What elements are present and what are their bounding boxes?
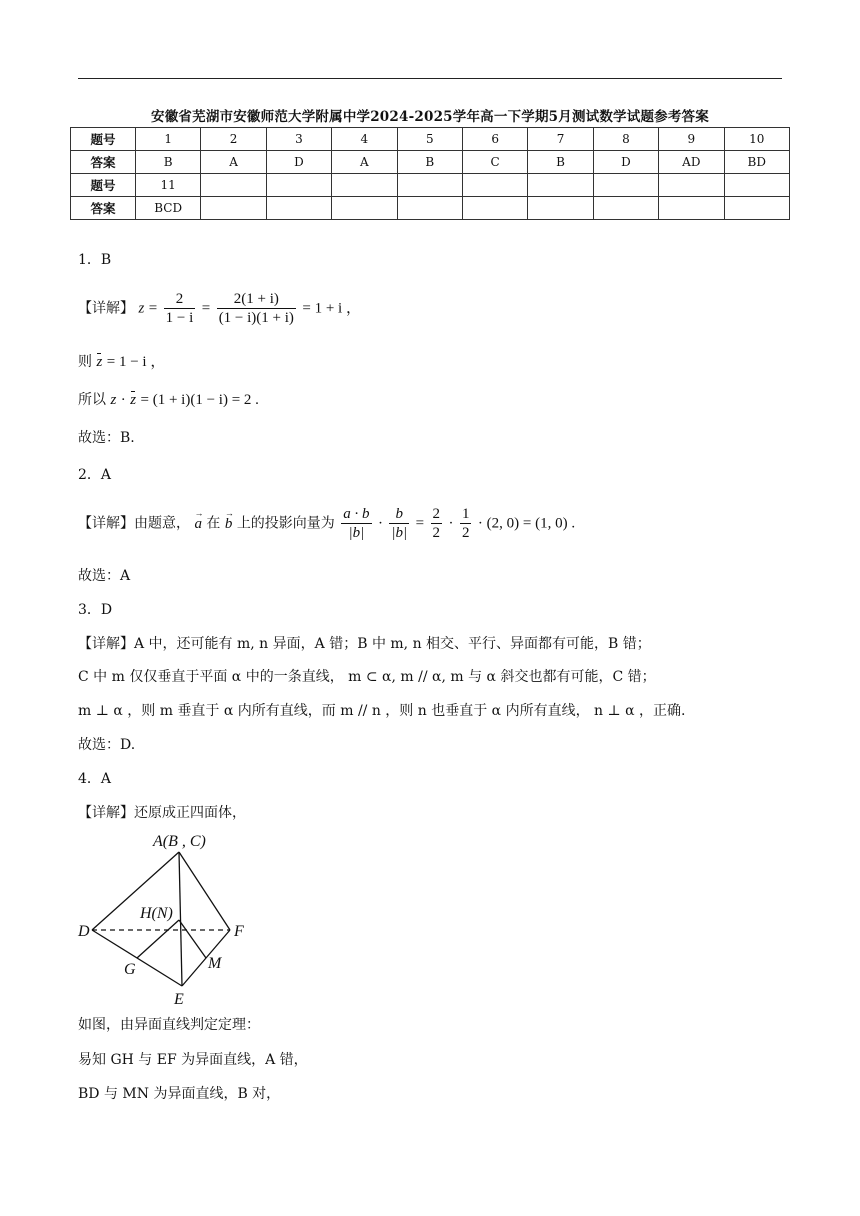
table-cell: 9 bbox=[659, 128, 724, 151]
table-row bbox=[71, 174, 790, 197]
numerator: a · b bbox=[343, 506, 370, 522]
fraction bbox=[389, 505, 409, 542]
segment-hg bbox=[137, 920, 179, 958]
table-cell: 3 bbox=[266, 128, 331, 151]
table-cell bbox=[332, 197, 397, 220]
q3-line1: 【详解】A 中，还可能有 m, n 异面，A 错；B 中 m, n 相交、平行、异面都有可能，B 错； bbox=[78, 636, 651, 652]
table-cell: A bbox=[201, 151, 266, 174]
text: 所以 bbox=[78, 392, 111, 408]
q4-line2: 易知 GH 与 EF 为异面直线，A 错， bbox=[78, 1052, 308, 1068]
denominator: 2 bbox=[432, 525, 441, 541]
table-row bbox=[71, 197, 790, 220]
table-cell: D bbox=[593, 151, 658, 174]
result: = 1 + i ， bbox=[302, 300, 361, 317]
vector-b: → b bbox=[225, 514, 233, 534]
table-cell: AD bbox=[659, 151, 724, 174]
table-cell: B bbox=[397, 151, 462, 174]
table-cell: 8 bbox=[593, 128, 658, 151]
table-cell: 10 bbox=[724, 128, 789, 151]
table-cell bbox=[397, 197, 462, 220]
var-z: z bbox=[110, 392, 117, 408]
eq-sign: = bbox=[148, 300, 158, 317]
fraction bbox=[460, 505, 472, 542]
table-cell: B bbox=[136, 151, 201, 174]
label-d: D bbox=[78, 923, 90, 940]
table-cell: 5 bbox=[397, 128, 462, 151]
answer-table bbox=[70, 127, 790, 220]
label-g: G bbox=[124, 961, 136, 978]
q4-heading: 4．A bbox=[78, 771, 112, 787]
q1-conclusion: 故选：B. bbox=[78, 430, 135, 446]
table-cell: 1 bbox=[136, 128, 201, 151]
text: 在 bbox=[206, 515, 221, 532]
denominator: (1 − i)(1 + i) bbox=[218, 310, 294, 326]
table-cell: D bbox=[266, 151, 331, 174]
math: · (2, 0) = (1, 0) . bbox=[477, 515, 576, 532]
table-cell bbox=[528, 197, 593, 220]
edge-af bbox=[179, 852, 230, 930]
row-label: 题号 bbox=[71, 174, 136, 197]
page-title: 安徽省芜湖市安徽师范大学附属中学2024-2025学年高一下学期5月测试数学试题参考答案 bbox=[151, 109, 709, 125]
q4-line3: BD 与 MN 为异面直线，B 对， bbox=[78, 1086, 281, 1102]
fraction bbox=[341, 505, 371, 542]
table-cell bbox=[593, 197, 658, 220]
vector-a: → a bbox=[194, 514, 202, 534]
conj-z: z bbox=[130, 392, 137, 408]
table-cell bbox=[201, 174, 266, 197]
table-cell: 4 bbox=[332, 128, 397, 151]
numerator: 2 bbox=[164, 290, 196, 309]
label-m: M bbox=[208, 955, 222, 972]
text: 则 bbox=[78, 354, 97, 370]
q1-detail bbox=[78, 290, 361, 327]
q1-line2 bbox=[78, 352, 165, 372]
table-cell bbox=[266, 174, 331, 197]
table-cell: BD bbox=[724, 151, 789, 174]
table-cell: 6 bbox=[462, 128, 527, 151]
table-cell: C bbox=[462, 151, 527, 174]
table-cell bbox=[332, 174, 397, 197]
table-cell bbox=[201, 197, 266, 220]
table-cell bbox=[724, 174, 789, 197]
table-cell bbox=[724, 197, 789, 220]
row-label: 答案 bbox=[71, 151, 136, 174]
fraction bbox=[217, 290, 296, 327]
table-cell: BCD bbox=[136, 197, 201, 220]
detail-label: 【详解】 bbox=[78, 300, 134, 317]
table-cell bbox=[659, 197, 724, 220]
q3-heading: 3．D bbox=[78, 602, 113, 618]
row-label: 答案 bbox=[71, 197, 136, 220]
q3-line3: m ⊥ α ，则 m 垂直于 α 内所有直线，而 m // n ，则 n 也垂直于 α 内所有直线， n ⊥ α ，正确. bbox=[78, 703, 686, 719]
numerator: 2(1 + i) bbox=[217, 290, 296, 309]
segment-hm bbox=[179, 920, 206, 958]
row-label: 题号 bbox=[71, 128, 136, 151]
q2-conclusion: 故选：A bbox=[78, 568, 131, 584]
table-cell: 2 bbox=[201, 128, 266, 151]
q3-conclusion: 故选：D. bbox=[78, 737, 136, 753]
text: 上的投影向量为 bbox=[236, 515, 335, 532]
numerator: 1 bbox=[461, 506, 470, 522]
fraction bbox=[164, 290, 196, 327]
table-cell bbox=[659, 174, 724, 197]
q2-detail: 【详解】由题意， → a 在 → b 上的投影向量为 $\frac{a \cdot b}{|b|}$ · $\frac{b}{|b|}$ = $\frac{2}{2}$ · $\frac{1}{2}$ · (2, 0) = (1, 0) . bbox=[78, 505, 575, 542]
q2-heading: 2．A bbox=[78, 467, 112, 483]
denominator: |b| bbox=[348, 525, 365, 541]
table-cell: A bbox=[332, 151, 397, 174]
table-cell: B bbox=[528, 151, 593, 174]
denominator: 1 − i bbox=[165, 310, 194, 326]
edge-ae bbox=[179, 852, 182, 986]
q4-detail: 【详解】还原成正四面体， bbox=[78, 805, 246, 821]
table-row bbox=[71, 128, 790, 151]
math: = (1 + i)(1 − i) = 2 . bbox=[140, 392, 259, 408]
var-z: z bbox=[138, 300, 145, 317]
table-cell bbox=[462, 197, 527, 220]
header-rule bbox=[78, 78, 782, 79]
table-row bbox=[71, 151, 790, 174]
table-cell bbox=[593, 174, 658, 197]
table-cell bbox=[266, 197, 331, 220]
q1-heading: 1．B bbox=[78, 252, 112, 268]
math: = 1 − i ， bbox=[106, 354, 166, 370]
table-cell: 7 bbox=[528, 128, 593, 151]
label-e: E bbox=[174, 991, 184, 1008]
table-cell bbox=[397, 174, 462, 197]
label-f: F bbox=[234, 923, 244, 940]
detail-label: 【详解】由题意， bbox=[78, 515, 190, 532]
conj-z: z bbox=[96, 354, 103, 370]
table-cell bbox=[528, 174, 593, 197]
label-h: H(N) bbox=[140, 905, 173, 922]
tetrahedron-figure bbox=[74, 826, 264, 1012]
q3-line2: C 中 m 仅仅垂直于平面 α 中的一条直线， m ⊂ α, m // α, m 与 α 斜交也都有可能，C 错； bbox=[78, 669, 656, 685]
q4-line1: 如图，由异面直线判定定理： bbox=[78, 1017, 260, 1033]
numerator: b bbox=[389, 505, 409, 524]
numerator: 2 bbox=[432, 506, 441, 522]
eq-sign: = bbox=[415, 515, 425, 532]
table-cell: 11 bbox=[136, 174, 201, 197]
eq-sign: = bbox=[201, 300, 211, 317]
label-a: A(B , C) bbox=[153, 833, 206, 850]
fraction bbox=[431, 505, 443, 542]
denominator: |b| bbox=[391, 525, 408, 541]
denominator: 2 bbox=[461, 525, 470, 541]
table-cell bbox=[462, 174, 527, 197]
q1-line3: 所以 z · z = (1 + i)(1 − i) = 2 . bbox=[78, 392, 259, 408]
